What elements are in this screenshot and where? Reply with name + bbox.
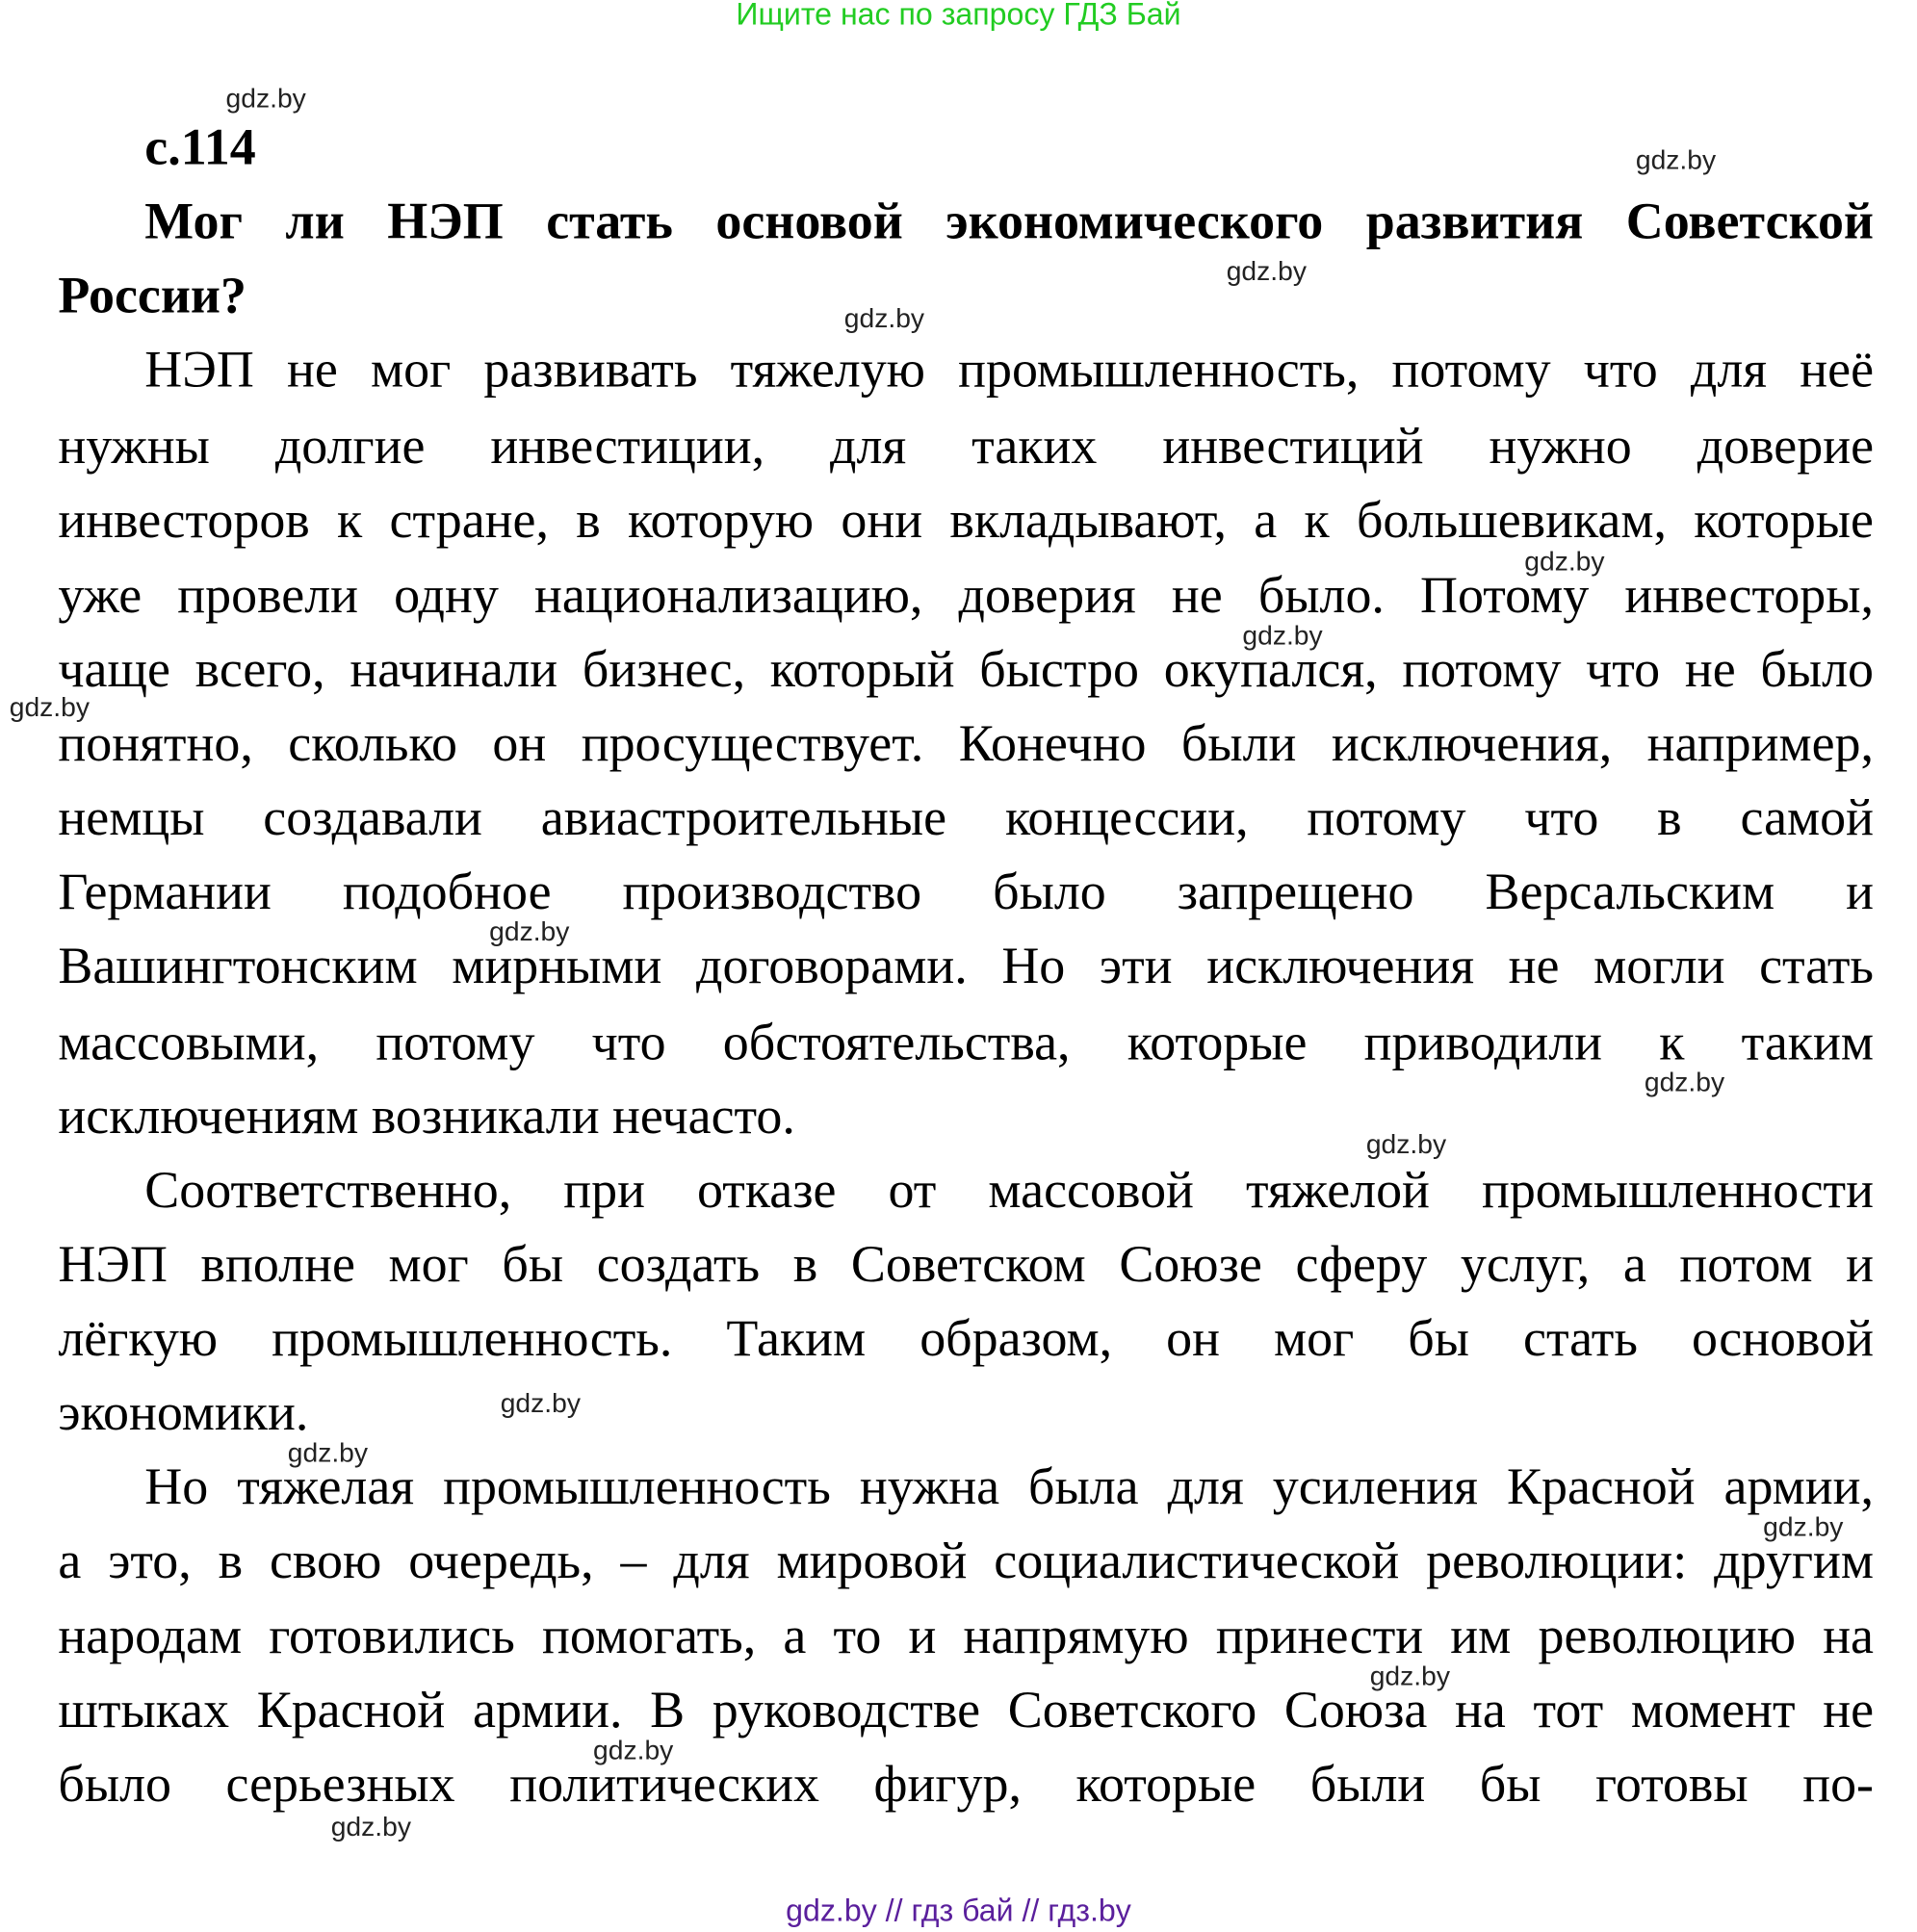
watermark: gdz.by [287,1436,369,1468]
watermark: gdz.by [1635,144,1717,176]
watermark: gdz.by [1644,1066,1725,1098]
watermark: gdz.by [1763,1510,1844,1542]
body-line: было серьезных политических фигур, которые были бы готовы по- [58,1756,1875,1814]
body-line: лёгкую промышленность. Таким образом, он мог бы стать основой [58,1310,1875,1368]
heading-line-1: Мог ли НЭП стать основой экономического развития Советской [144,193,1875,251]
body-line: а это, в свою очередь, – для мировой социалистической революции: другим [58,1533,1875,1590]
body-line: Германии подобное производство было запрещено Версальским и [58,863,1875,921]
watermark: gdz.by [1365,1128,1447,1160]
watermark: gdz.by [489,915,570,947]
body-line: понятно, сколько он просуществует. Конечно были исключения, например, [58,715,1875,773]
body-line: чаще всего, начинали бизнес, который быстро окупался, потому что не было [58,641,1875,699]
body-line: инвесторов к стране, в которую они вкладывают, а к большевикам, которые [58,492,1875,550]
watermark: gdz.by [330,1811,411,1842]
bottom-banner[interactable]: gdz.by // гдз бай // гдз.by [786,1893,1131,1929]
body-line: экономики. [58,1384,309,1442]
body-line: Соответственно, при отказе от массовой тяжелой промышленности [144,1163,1875,1221]
body-line: исключениям возникали нечасто. [58,1089,795,1146]
watermark: gdz.by [1226,255,1307,287]
body-line: Вашингтонским мирными договорами. Но эти исключения не могли стать [58,938,1875,995]
watermark: gdz.by [1369,1660,1450,1691]
body-line: нужны долгие инвестиции, для таких инвестиций нужно доверие [58,418,1875,476]
body-line: НЭП не мог развивать тяжелую промышленность, потому что для неё [144,342,1875,399]
watermark: gdz.by [1524,545,1605,577]
heading-line-2: России? [58,268,246,325]
body-line: НЭП вполне мог бы создать в Советском Союзе сферу услуг, а потом и [58,1236,1875,1294]
body-line: штыках Красной армии. В руководстве Советского Союза на тот момент не [58,1682,1875,1739]
watermark: gdz.by [843,302,925,334]
watermark: gdz.by [500,1387,581,1419]
body-line: Но тяжелая промышленность нужна была для усиления Красной армии, [144,1458,1875,1516]
body-line: уже провели одну национализацию, доверия не было. Потому инвесторы, [58,567,1875,625]
page-label: с.114 [144,119,256,177]
top-banner[interactable]: Ищите нас по запросу ГДЗ Бай [736,0,1181,33]
watermark: gdz.by [1242,619,1323,651]
watermark: gdz.by [225,82,306,114]
body-line: народам готовились помогать, а то и напрямую принести им революцию на [58,1608,1875,1665]
body-line: массовыми, потому что обстоятельства, которые приводили к таким [58,1015,1875,1072]
body-line: немцы создавали авиастроительные концессии, потому что в самой [58,789,1875,847]
watermark: gdz.by [593,1734,674,1765]
watermark: gdz.by [9,691,91,723]
